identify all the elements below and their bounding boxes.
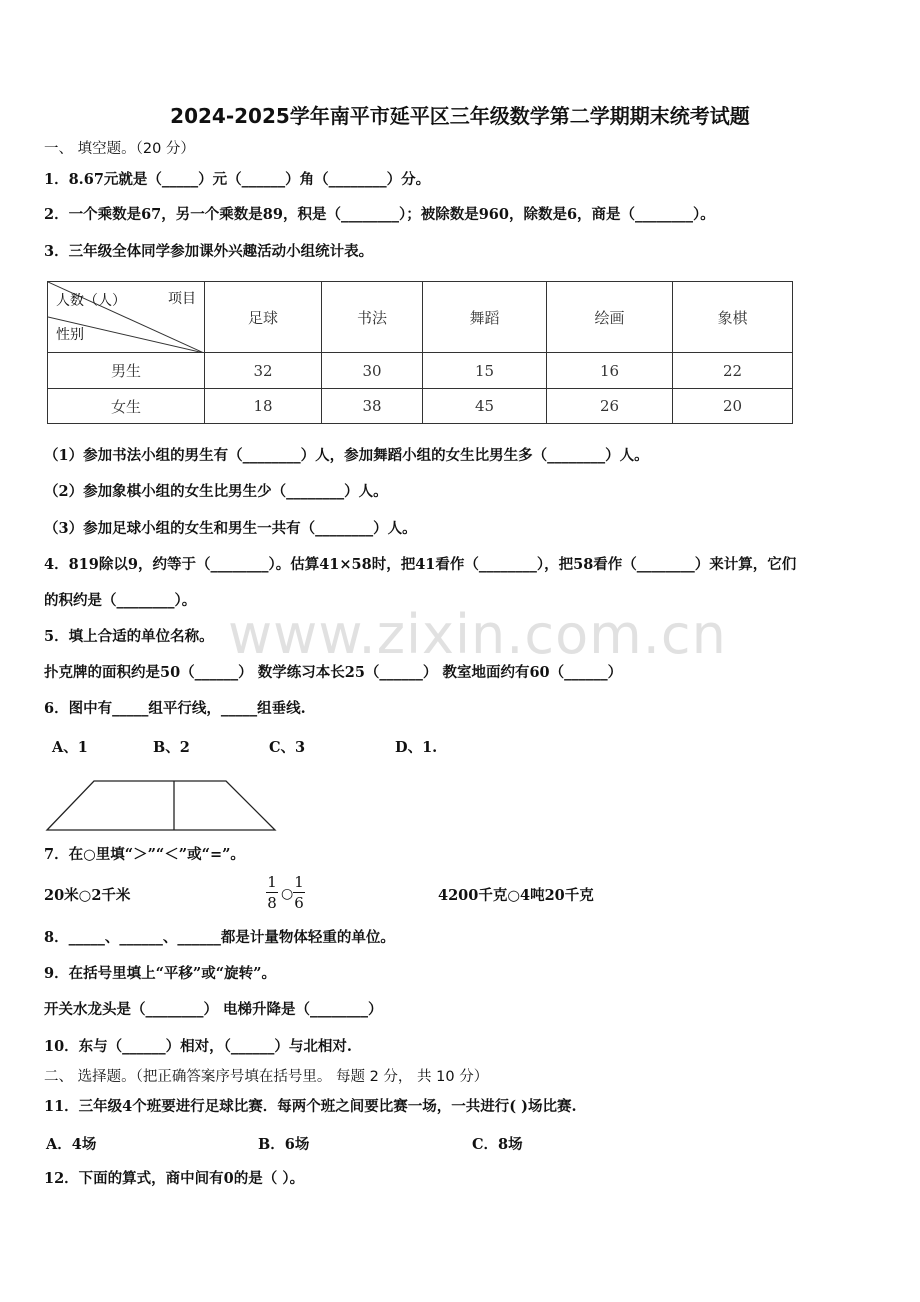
cell-girls-chess: 20	[673, 389, 793, 424]
section-2-heading: 二、 选择题。（把正确答案序号填在括号里。 每题 2 分， 共 10 分）	[44, 1069, 489, 1085]
question-9-items: 开关水龙头是（________） 电梯升降是（________）	[44, 1001, 383, 1018]
trapezoid-figure	[44, 778, 280, 834]
row-label-girls: 女生	[48, 389, 205, 424]
question-9: 9．在括号里填上“平移”或“旋转”。	[44, 965, 276, 982]
table-row-boys	[48, 353, 793, 389]
cell-girls-football: 18	[205, 389, 322, 424]
cell-boys-painting: 16	[547, 353, 673, 389]
cell-girls-dance: 45	[423, 389, 547, 424]
question-2: 2．一个乘数是67，另一个乘数是89，积是（________）；被除数是960，除数是6，商是（________）。	[44, 206, 715, 223]
question-3-2: （2）参加象棋小组的女生比男生少（________）人。	[44, 483, 388, 500]
cell-boys-calligraphy: 30	[322, 353, 423, 389]
section-1-heading: 一、 填空题。（20 分）	[44, 141, 195, 157]
q11-option-b: B．6场	[258, 1136, 310, 1153]
question-12: 12．下面的算式，商中间有0的是（ ）。	[44, 1170, 305, 1187]
q7-item-a: 20米○2千米	[44, 887, 131, 904]
question-4-line-1: 4．819除以9，约等于（________）。估算41×58时，把41看作（________），把58看作（________）来计算，它们	[44, 556, 797, 573]
question-3-3: （3）参加足球小组的女生和男生一共有（________）人。	[44, 520, 417, 537]
corner-label-count: 人数（人）	[56, 293, 126, 309]
fraction-1-bar	[266, 892, 278, 893]
q11-option-a: A．4场	[46, 1136, 97, 1153]
cell-boys-dance: 15	[423, 353, 547, 389]
header-calligraphy: 书法	[322, 282, 423, 353]
question-11: 11．三年级4个班要进行足球比赛．每两个班之间要比赛一场，一共进行( )场比赛.	[44, 1098, 577, 1115]
activity-stats-table	[47, 281, 793, 424]
question-4-line-2: 的积约是（________）。	[44, 592, 197, 609]
fraction-1-numerator: 1	[267, 873, 277, 891]
question-7: 7．在○里填“＞”“＜”或“=”。	[44, 846, 245, 863]
q6-option-c: C、3	[269, 739, 306, 756]
table-corner-cell	[48, 282, 205, 353]
q6-option-a: A、1	[52, 739, 88, 756]
fraction-2-numerator: 1	[294, 873, 304, 891]
fraction-1-denominator: 8	[267, 894, 277, 912]
question-6: 6．图中有_____组平行线，_____组垂线.	[44, 700, 306, 717]
q7-item-c: 4200千克○4吨20千克	[438, 887, 594, 904]
corner-label-item: 项目	[168, 291, 196, 307]
cell-boys-football: 32	[205, 353, 322, 389]
question-3-1: （1）参加书法小组的男生有（________）人，参加舞蹈小组的女生比男生多（________）人。	[44, 447, 649, 464]
q11-option-c: C．8场	[472, 1136, 523, 1153]
cell-boys-chess: 22	[673, 353, 793, 389]
cell-girls-painting: 26	[547, 389, 673, 424]
q6-option-b: B、2	[153, 739, 190, 756]
cell-girls-calligraphy: 38	[322, 389, 423, 424]
q7-fraction-1	[266, 873, 278, 912]
watermark: www.zixin.com.cn	[228, 603, 727, 666]
question-8: 8．_____、______、______都是计量物体轻重的单位。	[44, 929, 395, 946]
q7-compare-circle: ○	[281, 886, 294, 902]
table-row-girls	[48, 389, 793, 424]
header-painting: 绘画	[547, 282, 673, 353]
q7-fraction-2	[293, 873, 305, 912]
question-5: 5．填上合适的单位名称。	[44, 628, 214, 645]
question-3: 3．三年级全体同学参加课外兴趣活动小组统计表。	[44, 243, 374, 260]
question-10: 10．东与（______）相对，（______）与北相对.	[44, 1038, 352, 1055]
row-label-boys: 男生	[48, 353, 205, 389]
header-dance: 舞蹈	[423, 282, 547, 353]
header-chess: 象棋	[673, 282, 793, 353]
fraction-2-bar	[293, 892, 305, 893]
header-football: 足球	[205, 282, 322, 353]
page-title: 2024-2025学年南平市延平区三年级数学第二学期期末统考试题	[170, 104, 750, 128]
q6-option-d: D、1.	[395, 739, 438, 756]
question-5-units: 扑克牌的面积约是50（______） 数学练习本长25（______） 教室地面约有60（______）	[44, 664, 623, 681]
question-1: 1．8.67元就是（_____）元（______）角（________）分。	[44, 171, 431, 188]
corner-label-gender: 性别	[56, 327, 84, 343]
fraction-2-denominator: 6	[294, 894, 304, 912]
